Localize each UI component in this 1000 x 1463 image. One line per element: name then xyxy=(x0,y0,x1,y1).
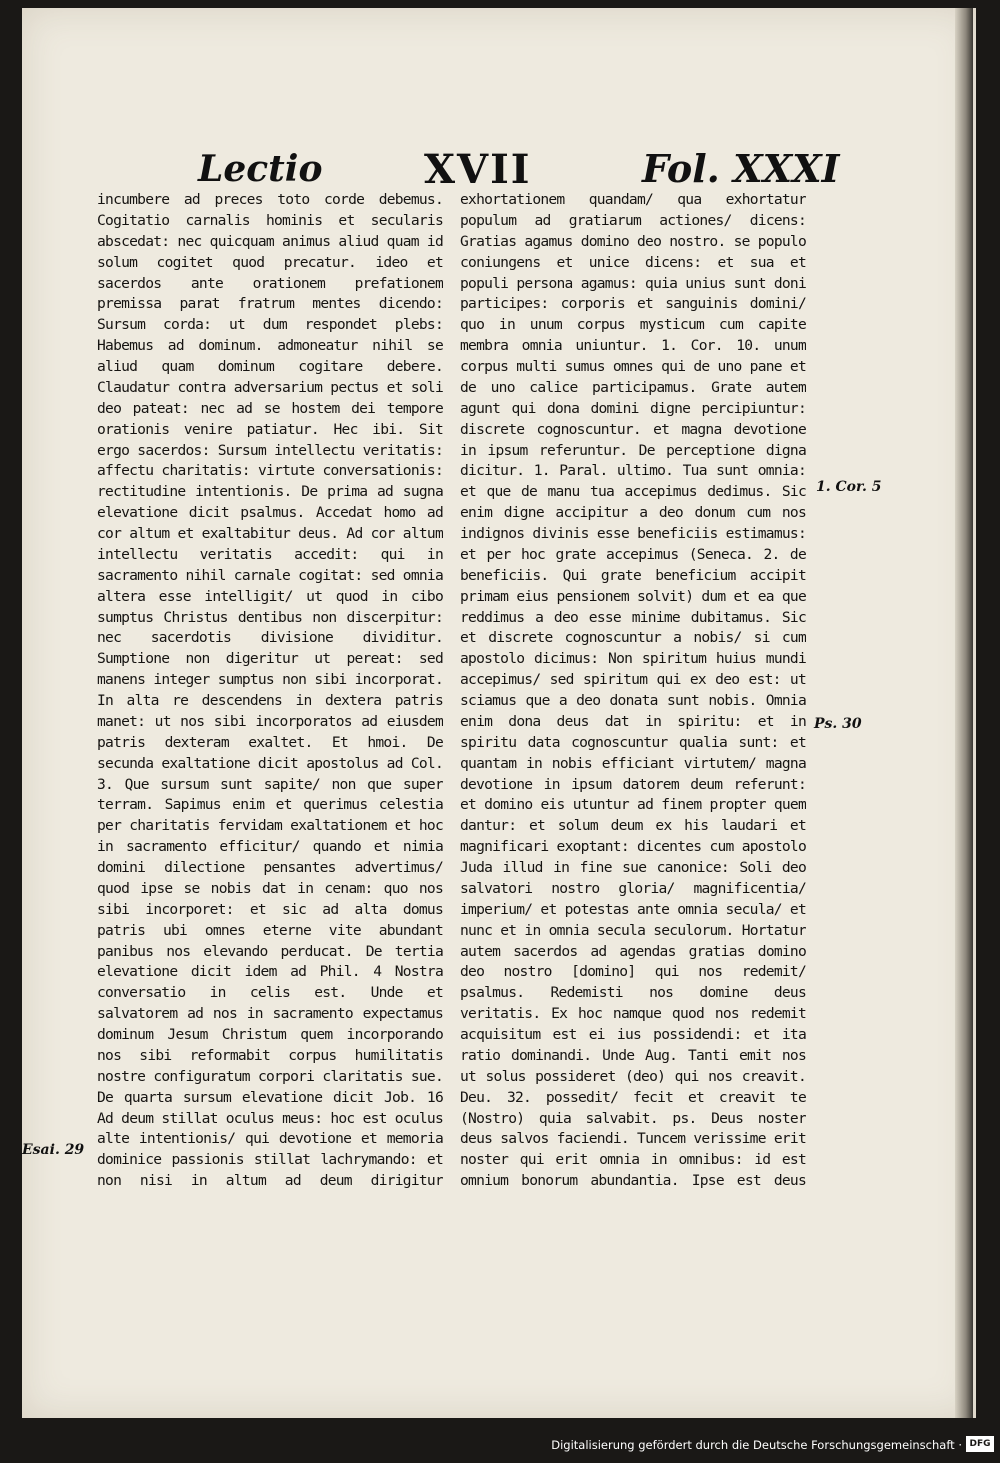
digitization-credit-bar xyxy=(0,1432,1000,1463)
text-column-right xyxy=(460,190,806,1192)
header-lesson-number: XVII xyxy=(424,146,532,193)
header-lectio: Lectio xyxy=(198,148,323,190)
dfg-logo-icon: DFG xyxy=(966,1436,994,1452)
right-column-text: exhortationem quandam/ qua exhortatur populum ad gratiarum actiones/ dicens: Gratias agamus domino deo nostro. se populo coniungens et unice dicens: et sua et populi persona agamus: quia unius sunt doni participes: corporis et sanguinis domini/ quo in unum corpus mysticum cum capite membra omnia uniuntur. 1. Cor. 10. unum corpus multi sumus omnes qui de uno pane et de uno calice participamus. Grate autem agunt qui dona domini digne percipiuntur: discrete cognoscuntur. et magna devotione in ipsum referuntur. De perceptione digna dicitur. 1. Paral. ultimo. Tua sunt omnia: et que de manu tua accepimus dedimus. Sic enim digne accipitur a deo donum cum nos indignos divinis esse beneficiis estimamus: et per hoc grate accepimus (Seneca. 2. de beneficiis. Qui grate beneficium accipit primam eius pensionem solvit) dum et ea que reddimus a deo esse minime dubitamus. Sic et discrete cognoscuntur a nobis/ si cum apostolo dicimus: Non spiritum huius mundi accepimus/ sed spiritum qui ex deo est: ut sciamus que a deo donata sunt nobis. Omnia enim dona deus dat in spiritu: et in spiritu data cognoscuntur qualia sunt: et quantam in nobis efficiant virtutem/ magna devotione in ipsum datorem deum referunt: et domino eis utuntur ad finem propter quem dantur: et solum deum ex his laudari et magnificari exoptant: dicentes cum apostolo Juda illud in fine sue canonice: Soli deo salvatori nostro gloria/ magnificentia/ imperium/ et potestas ante omnia secula/ et nunc et in omnia secula seculorum. Hortatur autem sacerdos ad agendas gratias domino deo nostro [domino] qui nos redemit/ psalmus. Redemisti nos domine deus veritatis. Ex hoc namque quod nos redemit acquisitum est ei ius possidendi: et ita ratio dominandi. Unde Aug. Tanti emit nos ut solus possideret (deo) qui nos creavit. Deu. 32. possedit/ fecit et creavit te (Nostro) quia salvabit. ps. Deus noster deus salvos faciendi. Tuncem verissime erit noster qui erit omnia in omnibus: id est omnium bonorum abundantia. Ipse est deus xyxy=(460,191,806,1190)
margin-note-cor: 1. Cor. 5 xyxy=(816,479,882,495)
book-spine-shadow xyxy=(955,8,973,1418)
margin-note-esai: Esai. 29 xyxy=(22,1142,85,1158)
header-folio: Fol. XXXI xyxy=(642,146,840,191)
left-column-text: incumbere ad preces toto corde debemus. Cogitatio carnalis hominis et secularis abscedat: nec quicquam animus aliud quam id solum cogitet quod precatur. ideo et sacerdos ante orationem prefationem premissa parat fratrum mentes dicendo: Sursum corda: ut dum respondet plebs: Habemus ad dominum. admoneatur nihil se aliud quam dominum cogitare debere. Claudatur contra adversarium pectus et soli deo pateat: nec ad se hostem dei tempore orationis venire patiatur. Hec ibi. Sit ergo sacerdos: Sursum intellectu veritatis: affectu charitatis: virtute conversationis: rectitudine intentionis. De prima ad sugna elevatione dicit psalmus. Accedat homo ad cor altum et exaltabitur deus. Ad cor altum intellectu veritatis accedit: qui in sacramento nihil carnale cogitat: sed omnia altera esse intelligit/ ut quod in cibo sumptus Christus dentibus non discerpitur: nec sacerdotis divisione dividitur. Sumptione non digeritur ut pereat: sed manens integer sumptus non sibi incorporat. In alta re descendens in dextera patris manet: ut nos sibi incorporatos ad eiusdem patris dexteram exaltet. Et hmoi. De secunda exaltatione dicit apostolus ad Col. 3. Que sursum sunt sapite/ non que super terram. Sapimus enim et querimus celestia per charitatis fervidam exaltationem et hoc in sacramento efficitur/ quando et nimia domini dilectione pensantes advertimus/ quod ipse se nobis dat in cenam: quo nos sibi incorporet: et sic ad alta domus patris ubi omnes eterne vite abundant panibus nos elevando perducat. De tertia elevatione dicit idem ad Phil. 4 Nostra conversatio in celis est. Unde et salvatorem ad nos in sacramento expectamus dominum Jesum Christum quem incorporando nos sibi reformabit corpus humilitatis nostre configuratum corpori claritatis sue. De quarta sursum elevatione dicit Job. 16 Ad deum stillat oculus meus: hoc est oculus alte intentionis/ qui devotione et memoria dominice passionis stillat lachrymando: et non nisi in altum ad deum dirigitur xyxy=(97,191,443,1190)
book-page xyxy=(22,8,976,1418)
margin-note-ps: Ps. 30 xyxy=(814,716,862,732)
funding-credit-text: Digitalisierung gefördert durch die Deutsche Forschungsgemeinschaft · xyxy=(551,1438,962,1452)
text-column-left xyxy=(97,190,443,1192)
